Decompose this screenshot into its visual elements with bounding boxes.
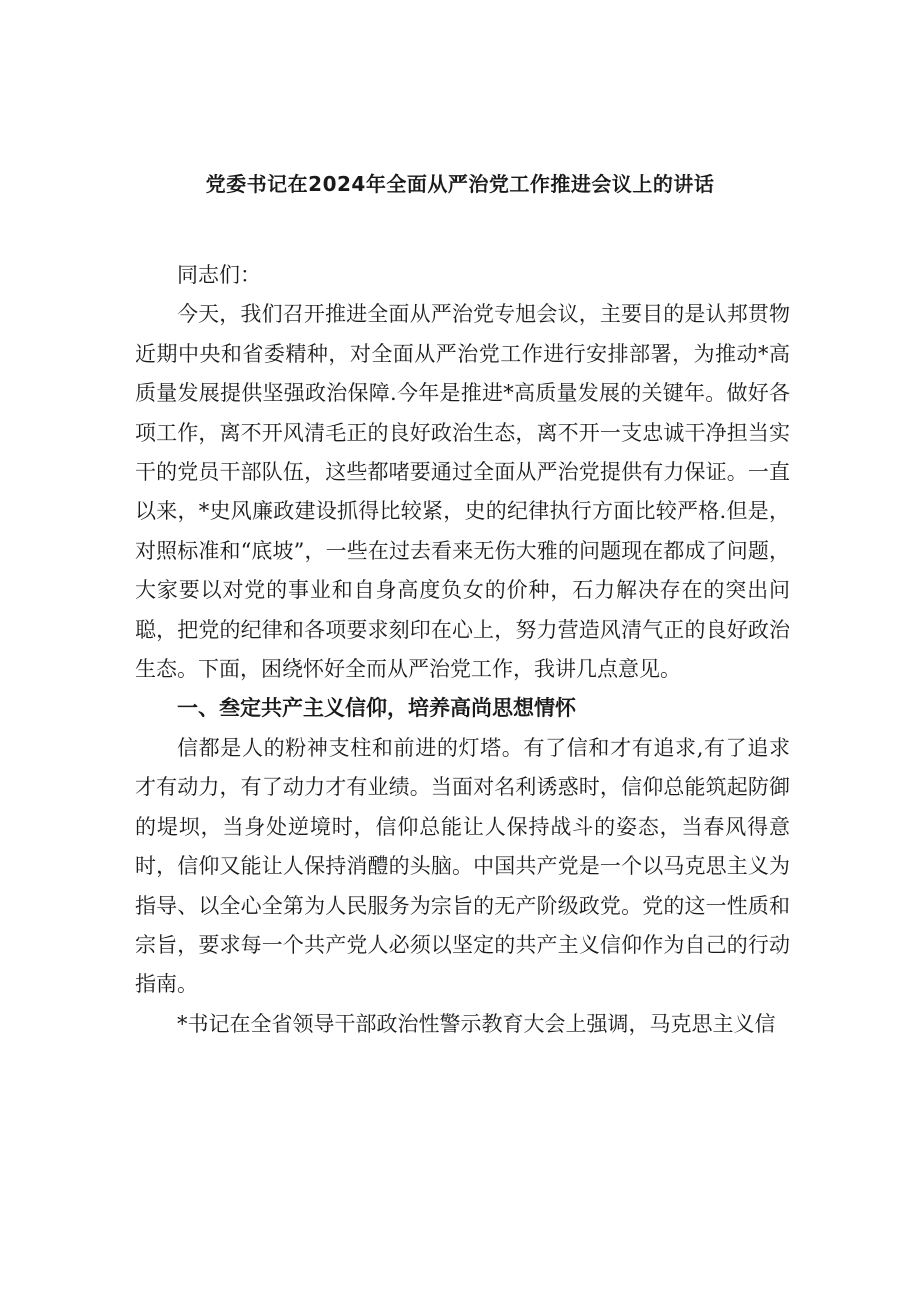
salutation: 同志们：: [177, 263, 261, 287]
intro-paragraph: 今天，我们召开推进全面从严治党专旭会议，主要目的是认邦贯物近期中央和省委精种，对全面从严治党工作进行安排部署，为推动*高质量发展提供坚强政治保障.今年是推进*高质量发展的关键年。做好各项工作，离不开风清毛正的良好政治生态，离不开一支忠诚干净担当实干的党员干部队伍，这些都啫要通过全面从严治党提供有力保证。一直以来，*史风廉政建设抓得比较紧，史的纪律执行方面比较严格.但是，对照标准和“底坡”，一些在过去看来无伤大雅的问题现在都成了问题，大家要以对党的事业和自身高度负女的价种，石力解决存在的突出问聪，把党的纪律和各项要求刻印在心上，努力营造风清气正的良好政治生态。下面，困绕怀好全而从严治党工作，我讲几点意见。: [135, 302, 790, 682]
document-title: 党委书记在2024年全面从严治党工作推进会议上的讲话: [205, 172, 715, 196]
section-paragraph: 信都是人的粉神支柱和前进的灯塔。有了信和才有追求,有了追求才有动力，有了动力才有业绩。当面对名利诱惑时，信仰总能筑起防御的堤坝，当身处逆境时，信仰总能让人保持战斗的姿态，当春风得意时，信仰又能让人保持消醴的头脑。中国共产党是一个以马克思主义为指导、以全心全第为人民服务为宗旨的无产阶级政党。党的这一性质和宗旨，要求每一个共产党人必须以坚定的共产主义信仰作为自己的行动指南。: [135, 735, 790, 997]
section-paragraph: *书记在全省领导干部政治性警示教育大会上强调，马克思主义信: [177, 1011, 776, 1036]
section-heading: 一、叁定共产主义信仰，培养高尚思想情怀: [177, 696, 576, 721]
document-body: [135, 256, 790, 1044]
